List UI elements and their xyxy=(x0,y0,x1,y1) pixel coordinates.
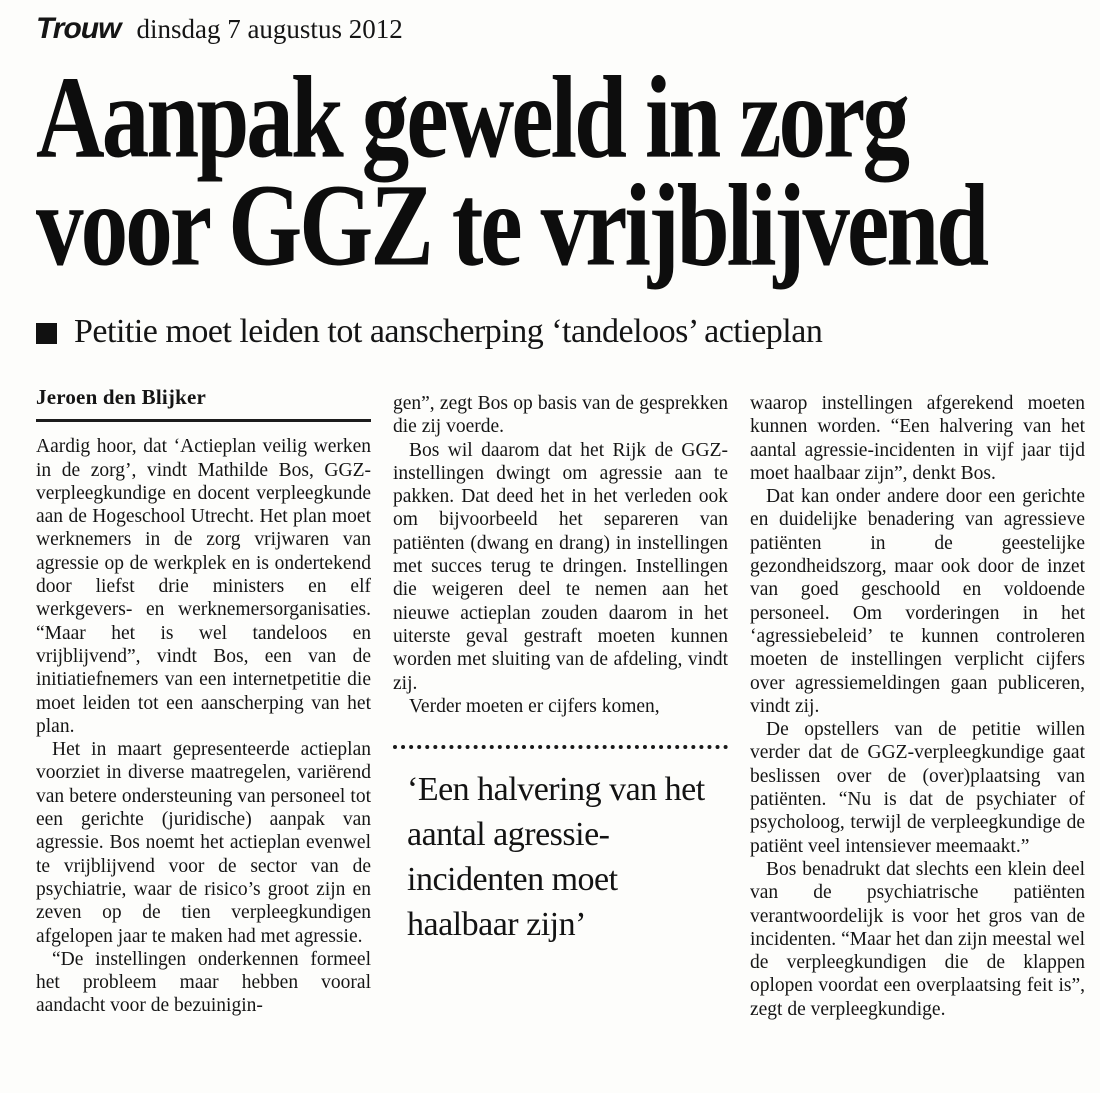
article-columns xyxy=(36,386,1085,1021)
pull-quote: ‘Een halvering van het aantal agressie-incidenten moet haalbaar zijn’ xyxy=(407,771,705,944)
headline-block xyxy=(36,53,1085,292)
column-3 xyxy=(750,386,1085,1021)
article-paragraph: waarop instellingen afgerekend moeten kunnen worden. “Een halvering van het aantal agressie-incidenten in vijf jaar tijd moet haalbaar zijn”, denkt Bos. xyxy=(750,393,1085,484)
byline: Jeroen den Blijker xyxy=(36,386,371,422)
dotted-divider xyxy=(393,745,728,749)
article-paragraph: Aardig hoor, dat ‘Actieplan veilig werken in de zorg’, vindt Mathilde Bos, GGZ-verpleegkundige en docent verpleegkunde aan de Hogeschool Utrecht. Het plan moet werknemers in de zorg vrijwaren van agressie op de werkplek en is ondertekend door liefst drie ministers en elf werkgevers- en werknemersorganisaties. “Maar het is wel tandeloos en vrijblijvend”, vindt Bos, een van de initiatiefnemers van een internetpetitie die moet leiden tot een aanscherping van het plan. xyxy=(36,436,371,737)
article-paragraph: Bos benadrukt dat slechts een klein deel van de psychiatrische patiënten verantwoordelijk is voor het gros van de incidenten. “Maar het dan zijn meestal wel de verpleegkundigen die de klappen oplopen voordat een overplaatsing feit is”, zegt de verpleegkundige. xyxy=(750,858,1085,1020)
subhead xyxy=(36,308,1085,356)
column-2 xyxy=(393,386,728,1021)
article-paragraph: gen”, zegt Bos op basis van de gesprekken die zij voerde. xyxy=(393,393,728,438)
article-paragraph: “De instellingen onderkennen formeel het probleem maar hebben vooral aandacht voor de bezuinigin- xyxy=(36,948,371,1017)
bullet-square-icon xyxy=(36,323,57,344)
article-paragraph: Bos wil daarom dat het Rijk de GGZ-instellingen dwingt om agressie aan te pakken. Dat deed het in het verleden ook om bijvoorbeeld het separeren van patiënten (dwang en drang) in instellingen met succes terug te dringen. Instellingen die weigeren deel te nemen aan het nieuwe actieplan zouden daarom in het uiterste geval gestraft moeten kunnen worden met sluiting van de afdeling, vindt zij. xyxy=(393,439,728,694)
article-paragraph: Verder moeten er cijfers komen, xyxy=(409,695,660,717)
subhead-text: Petitie moet leiden tot aanscherping ‘tandeloos’ actieplan xyxy=(74,313,823,350)
newspaper-logo: Trouw xyxy=(36,12,121,45)
column-1 xyxy=(36,386,371,1021)
article-paragraph: De opstellers van de petitie willen verder dat de GGZ-verpleegkundige gaat beslissen over de (over)plaatsing van patiënten. “Nu is dat de psychiater of psycholoog, terwijl de verpleegkundige de patiënt veel intensiever meemaakt.” xyxy=(750,719,1085,857)
article-paragraph: Het in maart gepresenteerde actieplan voorziet in diverse maatregelen, variërend van betere ondersteuning van personeel tot een gerichte (juridische) aanpak van agressie. Bos noemt het actieplan evenwel te vrijblijvend voor de sector van de psychiatrie, waar de risico’s groot zijn en zeven op de tien verpleegkundigen afgelopen jaar te maken had met agressie. xyxy=(36,739,371,947)
masthead xyxy=(36,12,1085,50)
article-headline: Aanpak geweld in zorg voor GGZ te vrijblijvend xyxy=(36,53,987,291)
issue-date: dinsdag 7 augustus 2012 xyxy=(136,14,403,44)
article-paragraph: Dat kan onder andere door een gerichte en duidelijke benadering van agressieve patiënten in de geestelijke gezondheidszorg, maar ook door de inzet van goed geschoold en voldoende personeel. Om vorderingen in het ‘agressiebeleid’ te kunnen controleren moeten de instellingen verplicht cijfers over agressiemeldingen gaan publiceren, vindt zij. xyxy=(750,486,1085,717)
